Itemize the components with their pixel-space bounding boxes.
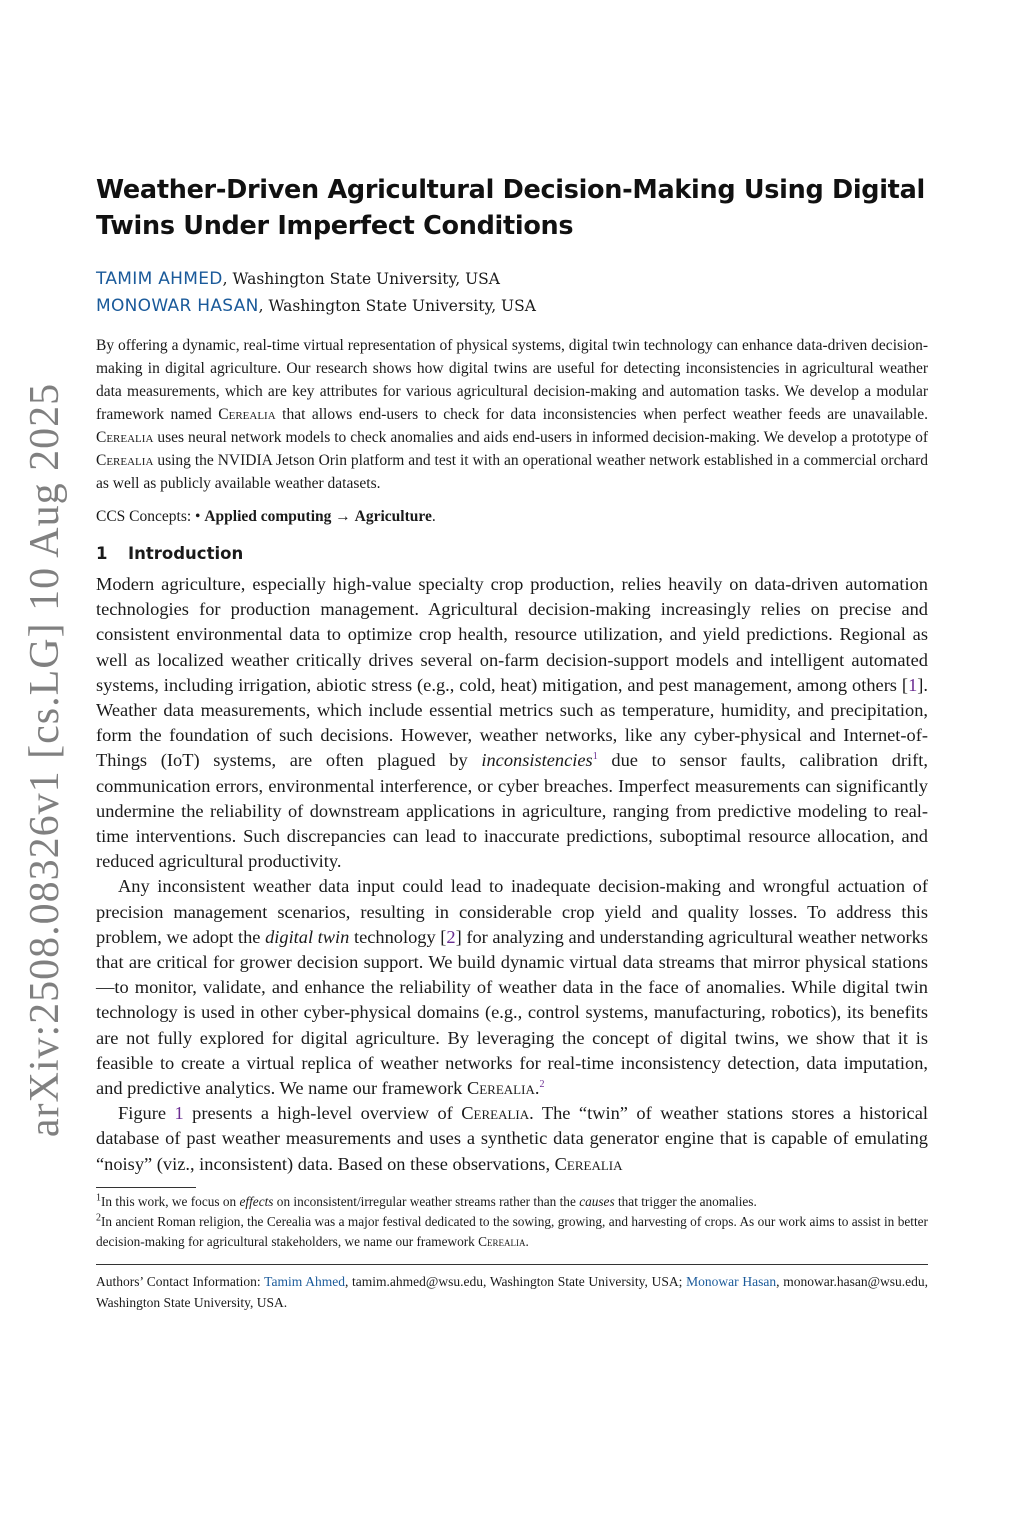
- paragraph-text: ] for analyzing and understanding agricultural weather networks that are critical for grower decision support. We build dynamic virtual data streams that mirror physical stations—to monitor, validate, and enhance the reliability of weather data in the face of anomalies. While digital twin technology is used in other cyber-physical domains (e.g., control systems, manufacturing, robotics), its benefits are not fully explored for digital agriculture. By leveraging the concept of digital twins, we show that it is feasible to create a virtual replica of weather networks for real-time inconsistency detection, data imputation, and predictive analytics. We name our framework: [96, 926, 928, 1099]
- section-heading: [96, 542, 928, 566]
- citation-link[interactable]: 1: [908, 674, 918, 695]
- paragraph-text: Modern agriculture, especially high-value specialty crop production, relies heavily on data-driven automation technologies for production management. Agricultural decision-making increasingly relies on precise and consistent environmental data to optimize crop health, resource utilization, and yield predictions. Regional as well as localized weather critically drives several on-farm decision-support models and intelligent automated systems, including irrigation, abiotic stress (e.g., cold, heat) mitigation, and pest management, among others [: [96, 574, 928, 695]
- emphasis: inconsistencies: [481, 750, 593, 771]
- contact-label: Authors’ Contact Information:: [96, 1273, 265, 1289]
- ccs-subconcept: Agriculture: [354, 508, 432, 525]
- footnote: [96, 1192, 928, 1212]
- ccs-concepts: [96, 505, 928, 528]
- paragraph-text: technology [: [349, 926, 447, 947]
- abstract-text: By offering a dynamic, real-time virtual representation of physical systems, digital twin technology can enhance data-driven decision-making in digital agriculture. Our research shows how digital twins are useful for detecting inconsistencies in agricultural weather data measurements, which are key attributes for various agricultural decision-making and automation tasks. We develop a modular framework named: [96, 337, 928, 423]
- author-line: TAMIM AHMED, Washington State University, USA: [96, 269, 500, 289]
- abstract-text: that allows end-users to check for data inconsistencies when perfect weather feeds are unavailable.: [275, 406, 928, 423]
- author-name[interactable]: TAMIM AHMED: [96, 269, 223, 289]
- paragraph-text: Figure: [118, 1103, 175, 1124]
- citation-link[interactable]: 2: [446, 926, 456, 947]
- ccs-label: CCS Concepts: •: [96, 508, 201, 525]
- author-line: MONOWAR HASAN, Washington State University, USA: [96, 296, 536, 316]
- paragraph: [96, 874, 928, 1101]
- arxiv-sidebar: [0, 0, 110, 1517]
- footnote-text: on inconsistent/irregular weather streams rather than the: [273, 1193, 580, 1209]
- ccs-concept: Applied computing: [204, 508, 332, 525]
- paper-title: Weather-Driven Agricultural Decision-Making Using Digital Twins Under Imperfect Conditions: [96, 175, 925, 241]
- figure-link[interactable]: 1: [174, 1103, 184, 1124]
- footnotes: [96, 1192, 928, 1252]
- framework-name: Cerealia: [461, 1103, 530, 1124]
- framework-name: Cerealia: [96, 429, 154, 446]
- paragraph-text: .: [534, 1078, 540, 1099]
- framework-name: Cerealia: [554, 1153, 623, 1174]
- paragraph-text: presents a high-level overview of: [183, 1103, 462, 1124]
- framework-name: Cerealia: [478, 1233, 526, 1249]
- contact-text: , tamim.ahmed@wsu.edu, Washington State University, USA;: [344, 1273, 687, 1289]
- abstract: [96, 334, 928, 495]
- footnote-text: In this work, we focus on: [101, 1193, 240, 1209]
- emphasis: causes: [579, 1193, 615, 1209]
- framework-name: Cerealia: [466, 1078, 535, 1099]
- contact-divider: [96, 1264, 928, 1265]
- footnote-marker[interactable]: 1: [592, 751, 598, 763]
- author-affiliation: Washington State University, USA: [268, 297, 536, 315]
- arxiv-identifier: arXiv:2508.08326v1 [cs.LG] 10 Aug 2025: [22, 382, 68, 1138]
- author-link[interactable]: Monowar Hasan: [686, 1273, 777, 1289]
- paragraph-text: ]. Weather data measurements, which include essential metrics such as temperature, humidity, and precipitation, form the foundation of such decisions. However, weather networks, like any cyber-physical and Internet-of-Things (IoT) systems, are often plagued by: [96, 674, 928, 771]
- author-block: [96, 266, 928, 320]
- footnote-text: .: [525, 1233, 529, 1249]
- paragraph-text: . The “twin” of weather stations stores a historical database of past weather measurements and uses a synthetic data generator engine that is capable of emulating “noisy” (viz., inconsistent) data. Based on these observations,: [96, 1103, 928, 1174]
- section-number: 1: [96, 544, 108, 563]
- paragraph: [96, 572, 928, 874]
- paragraph: [96, 1101, 928, 1177]
- paragraph-text: due to sensor faults, calibration drift, communication errors, environmental interference, or cyber breaches. Imperfect measurements can significantly undermine the reliability of downstream applications in agriculture, ranging from predictive modeling to real-time interventions. Such discrepancies can lead to inaccurate predictions, suboptimal resource allocation, and reduced agricultural productivity.: [96, 750, 928, 872]
- paragraph-text: Any inconsistent weather data input could lead to inadequate decision-making and wrongful actuation of precision management scenarios, resulting in considerable crop yield and quality losses. To address this problem, we adopt the: [96, 876, 928, 947]
- emphasis: digital twin: [265, 926, 350, 947]
- author-link[interactable]: Tamim Ahmed: [264, 1273, 345, 1289]
- footnote-marker[interactable]: 2: [539, 1078, 545, 1090]
- section-title: Introduction: [128, 544, 244, 563]
- footnote-text: In ancient Roman religion, the Cerealia was a major festival dedicated to the sowing, growing, and harvesting of crops. As our work aims to assist in better decision-making for agricultural stakeholders, we name our framework: [96, 1213, 928, 1249]
- ccs-end: .: [431, 508, 436, 525]
- contact-text: , monowar.hasan@wsu.edu, Washington State University, USA.: [96, 1273, 928, 1310]
- author-contact-info: [96, 1271, 928, 1313]
- footnote-text: that trigger the anomalies.: [614, 1193, 757, 1209]
- footnote: [96, 1212, 928, 1252]
- ccs-arrow: →: [335, 508, 351, 525]
- abstract-text: uses neural network models to check anomalies and aids end-users in informed decision-making. We develop a prototype of: [153, 429, 928, 446]
- framework-name: Cerealia: [96, 452, 154, 469]
- footnote-number: 2: [96, 1212, 101, 1224]
- introduction-body: [96, 572, 928, 1177]
- paper-page: [96, 172, 928, 1313]
- abstract-text: using the NVIDIA Jetson Orin platform and test it with an operational weather network established in a commercial orchard as well as publicly available weather datasets.: [96, 452, 928, 492]
- author-affiliation: Washington State University, USA: [232, 270, 500, 288]
- framework-name: Cerealia: [218, 406, 276, 423]
- footnote-divider: [96, 1187, 196, 1188]
- footnote-number: 1: [96, 1192, 101, 1204]
- author-name[interactable]: MONOWAR HASAN: [96, 296, 259, 316]
- emphasis: effects: [239, 1193, 274, 1209]
